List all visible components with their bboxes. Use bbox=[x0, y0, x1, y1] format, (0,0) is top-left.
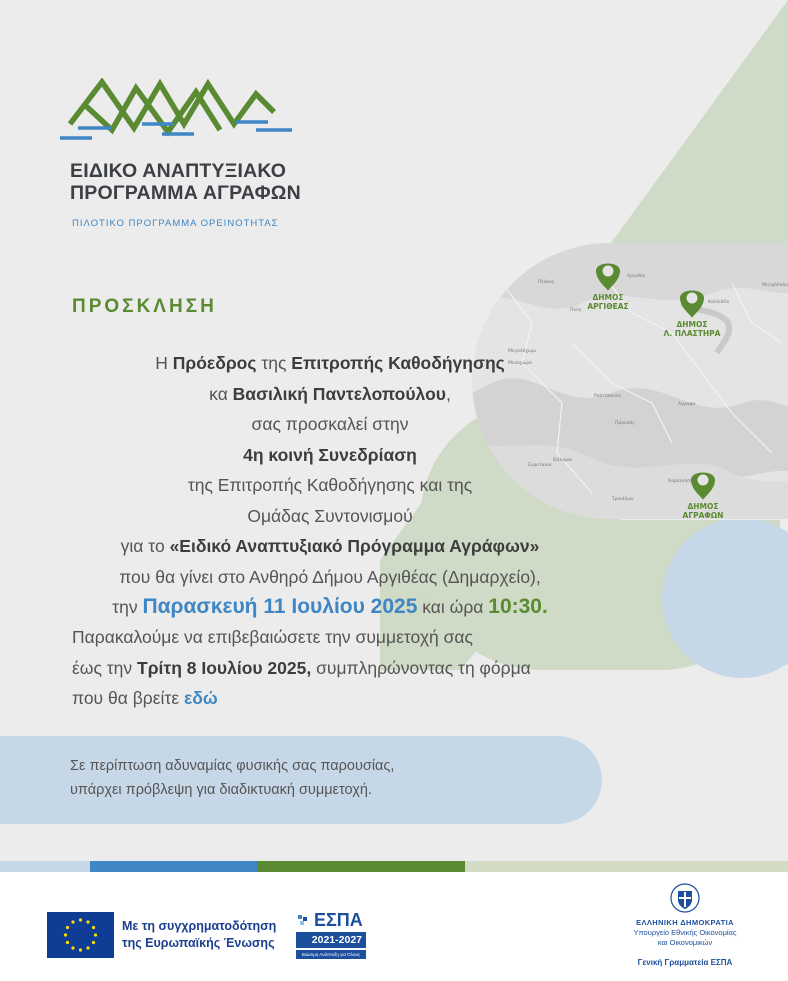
meeting-title: 4η κοινή Συνεδρίαση bbox=[243, 444, 417, 465]
map-place-name: Τρικάλων bbox=[612, 497, 634, 502]
espa-mark-icon bbox=[296, 913, 312, 929]
body-line bbox=[60, 348, 600, 379]
color-stripe-light-blue bbox=[0, 861, 90, 872]
pin-label-line: ΑΓΡΑΦΩΝ bbox=[682, 511, 724, 519]
map-place-name: Αγραφα bbox=[678, 402, 696, 407]
color-stripe-green bbox=[257, 861, 465, 872]
notice-line: Σε περίπτωση αδυναμίας φυσικής σας παρουσίας, bbox=[70, 758, 395, 774]
committee-name: Επιτροπής Καθοδήγησης bbox=[291, 353, 505, 373]
pin-label-argithea bbox=[578, 293, 638, 311]
program-title-line2: ΠΡΟΓΡΑΜΜΑ ΑΓΡΑΦΩΝ bbox=[70, 182, 301, 204]
program-name: «Ειδικό Αναπτυξιακό Πρόγραμμα Αγράφων» bbox=[169, 536, 540, 556]
notice-line: υπάρχει πρόβλεψη για διαδικτυακή συμμετοχή. bbox=[70, 782, 372, 798]
map-place-name: Μεσοχώρα bbox=[508, 361, 533, 366]
map-place-name: Ευρυτανία bbox=[528, 463, 552, 468]
body-line bbox=[60, 592, 600, 623]
gov-ministry-line: και Οικονομικών bbox=[657, 938, 713, 947]
text: για το bbox=[120, 536, 170, 556]
pin-label-line: ΔΗΜΟΣ bbox=[676, 320, 708, 329]
eu-cofunding-text bbox=[122, 918, 276, 952]
map-place-name: Θάλαμοι bbox=[553, 458, 573, 463]
map-place-name: Μεγαλόχωρι bbox=[508, 349, 537, 354]
body-line bbox=[60, 440, 600, 471]
deadline-date: Τρίτη 8 Ιουλίου 2025, bbox=[137, 657, 312, 678]
confirmation-text bbox=[72, 622, 592, 714]
text: συμπληρώνοντας τη φόρμα bbox=[311, 657, 531, 678]
map-place-name: Πύλη bbox=[570, 308, 582, 313]
map-place-name: Προυσός bbox=[615, 421, 635, 426]
invitation-body bbox=[60, 348, 600, 623]
map-place-name: Μητρόπολη bbox=[762, 283, 788, 288]
espa-years: 2021-2027 bbox=[296, 932, 366, 948]
gov-ministry-line: Υπουργείο Εθνικής Οικονομίας bbox=[633, 928, 737, 937]
mountains-logo-icon bbox=[56, 78, 296, 148]
color-stripe-blue bbox=[90, 861, 257, 872]
text: που θα βρείτε bbox=[72, 688, 184, 708]
pin-label-line: ΔΗΜΟΣ bbox=[592, 293, 624, 302]
meeting-time: 10:30. bbox=[488, 595, 548, 618]
text: Η bbox=[155, 353, 173, 373]
pin-label-line: ΑΡΓΙΘΕΑΣ bbox=[587, 302, 629, 311]
text: , bbox=[445, 383, 451, 404]
map-place-name: Καλλιθέα bbox=[708, 300, 729, 305]
text: της bbox=[256, 353, 292, 373]
gov-ministry-label bbox=[620, 928, 750, 948]
map-place-name: Καρπενήσι bbox=[668, 479, 692, 484]
eu-text-line: Με τη συγχρηματοδότηση bbox=[122, 919, 277, 933]
espa-title: ΕΣΠΑ bbox=[314, 910, 363, 930]
pin-label-agrafa bbox=[673, 502, 733, 519]
role-title: Πρόεδρος bbox=[172, 353, 257, 373]
color-stripe-sage bbox=[465, 861, 788, 872]
footer bbox=[0, 872, 788, 981]
eu-text-line: της Ευρωπαϊκής Ένωσης bbox=[122, 936, 275, 950]
greek-emblem-icon bbox=[670, 882, 700, 914]
program-subtitle: ΠΙΛΟΤΙΚΟ ΠΡΟΓΡΑΜΜΑ ΟΡΕΙΝΟΤΗΤΑΣ bbox=[72, 218, 279, 229]
program-title-line1: ΕΙΔΙΚΟ ΑΝΑΠΤΥΞΙΑΚΟ bbox=[70, 160, 287, 182]
text: την bbox=[112, 597, 143, 617]
gov-secretariat-label: Γενική Γραμματεία ΕΣΠΑ bbox=[637, 958, 733, 967]
gov-republic-label: ΕΛΛΗΝΙΚΗ ΔΗΜΟΚΡΑΤΙΑ bbox=[636, 918, 734, 927]
meeting-date: Παρασκευή 11 Ιουλίου 2025 bbox=[142, 595, 418, 618]
invitation-heading: ΠΡΟΣΚΛΗΣΗ bbox=[72, 296, 217, 317]
pin-label-plastira bbox=[662, 320, 722, 338]
eu-flag-icon bbox=[47, 912, 114, 958]
pin-label-line: ΔΗΜΟΣ bbox=[687, 502, 719, 511]
confirm-line bbox=[72, 683, 592, 714]
body-line bbox=[60, 379, 600, 410]
body-line bbox=[60, 531, 600, 562]
body-line: που θα γίνει στο Ανθηρό Δήμου Αργιθέας (Δημαρχείο), bbox=[119, 566, 541, 587]
espa-slogan: Βιώσιμη Ανάπτυξη για Όλους bbox=[296, 950, 366, 959]
espa-logo bbox=[296, 910, 366, 960]
hellenic-republic-logo bbox=[620, 882, 750, 967]
program-title bbox=[70, 160, 301, 204]
map-place-name: Αργιθέα bbox=[627, 274, 646, 279]
registration-form-link[interactable]: εδώ bbox=[184, 688, 218, 708]
text: έως την bbox=[72, 657, 138, 678]
pin-label-line: Λ. ΠΛΑΣΤΗΡΑ bbox=[663, 329, 721, 338]
body-line: Ομάδας Συντονισμού bbox=[247, 505, 413, 526]
person-name: Βασιλική Παντελοπούλου bbox=[232, 383, 446, 404]
confirm-line bbox=[72, 653, 592, 684]
map-place-name: Ραπτόπουλο bbox=[594, 394, 622, 399]
text: κα bbox=[209, 383, 233, 404]
body-line: της Επιτροπής Καθοδήγησης και της bbox=[187, 475, 473, 495]
confirm-line: Παρακαλούμε να επιβεβαιώσετε την συμμετοχή σας bbox=[72, 627, 473, 647]
map-place-name: Πεύκος bbox=[538, 280, 555, 285]
body-line: σας προσκαλεί στην bbox=[251, 414, 409, 434]
text: και ώρα bbox=[417, 597, 489, 617]
online-participation-notice bbox=[0, 736, 602, 824]
